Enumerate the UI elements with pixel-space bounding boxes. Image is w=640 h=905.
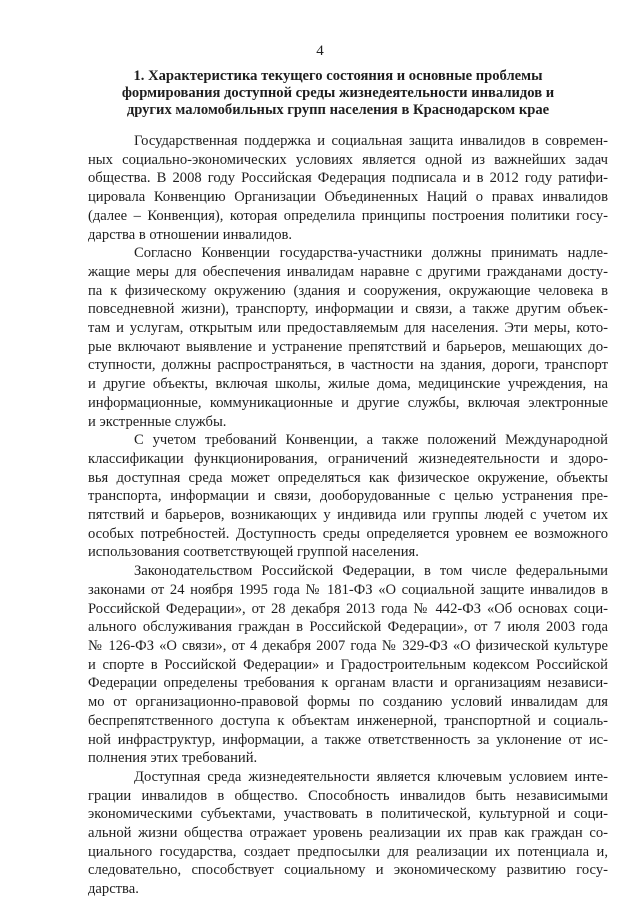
text-line: и другие объекты, включая школы, жилые дома, медицинские учреждения, на: [88, 376, 608, 393]
text-line: использования соответствующей группой населения.: [88, 544, 419, 561]
text-line: грации инвалидов в общество. Способность инвалидов быть независимыми: [88, 787, 608, 804]
text-line: и спорте в Российской Федерации» и Градостроительным кодексом Российской: [88, 656, 608, 673]
text-line: (далее – Конвенция), которая определила принципы построения политики госу-: [88, 207, 608, 224]
text-line: экономическими субъектами, участвовать в политической, культурной и соци-: [88, 806, 608, 823]
text-line: беспрепятственного доступа к объектам инженерной, транспортной и социаль-: [88, 712, 608, 729]
text-line: цировала Конвенцию Организации Объединенных Наций о правах инвалидов: [88, 189, 608, 206]
text-line: общества. В 2008 году Российская Федерация подписала и в 2012 году ратифи-: [88, 170, 608, 187]
text-line: и экстренные службы.: [88, 413, 227, 430]
text-line: транспорта, информации и связи, дооборудованные с целью устранения пре-: [88, 488, 608, 505]
text-line: следовательно, способствует социальному и экономическому развитию госу-: [88, 862, 608, 879]
paragraph-convention-measures: [88, 244, 608, 431]
paragraph-legislation: [88, 562, 608, 768]
text-line: пятствий и барьеров, возникающих у индивида или группы людей с учетом их: [88, 507, 608, 524]
heading-line: других маломобильных групп населения в Краснодарском крае: [126, 102, 550, 118]
text-line: дарства в отношении инвалидов.: [88, 226, 293, 243]
text-line: классификации функционирования, ограничений жизнедеятельности и здоро-: [88, 450, 608, 467]
text-line: законами от 24 ноября 1995 года № 181-ФЗ «О социальной защите инвалидов в: [88, 581, 608, 598]
text-line: ных социально-экономических условиях является одной из важнейших задач: [88, 151, 608, 168]
body-text: [88, 132, 608, 899]
paragraph-accessible-environment: [88, 431, 608, 562]
text-line: С учетом требований Конвенции, а также положений Международной: [134, 432, 608, 449]
text-line: № 126-ФЗ «О связи», от 4 декабря 2007 года № 329-ФЗ «О физической культуре: [88, 637, 608, 654]
text-line: особых потребностей. Доступность среды определяется уровнем ее возможного: [88, 525, 608, 542]
text-line: ступности, должны распространяться, в частности на здания, дороги, транспорт: [88, 357, 608, 374]
section-heading: [110, 68, 566, 119]
paragraph-integration: [88, 768, 608, 899]
text-line: дарства.: [88, 881, 139, 898]
heading-line: формирования доступной среды жизнедеятельности инвалидов и: [121, 85, 555, 101]
text-line: полнения этих требований.: [88, 750, 258, 767]
text-line: Доступная среда жизнедеятельности является ключевым условием инте-: [134, 768, 608, 785]
text-line: жащие меры для обеспечения инвалидам наравне с другими гражданами досту-: [88, 263, 608, 280]
text-line: мо от организационно-правовой формы по созданию условий инвалидам для: [88, 694, 608, 711]
text-line: там и услугам, открытым или предоставляемым для населения. Эти меры, кото-: [88, 320, 608, 337]
text-line: рые включают выявление и устранение препятствий и барьеров, мешающих до-: [88, 338, 608, 355]
text-line: повседневной жизни), транспорту, информации и связи, а также другим объек-: [88, 301, 608, 318]
heading-line: 1. Характеристика текущего состояния и основные проблемы: [133, 68, 543, 84]
text-line: ального обслуживания граждан в Российской Федерации», от 7 июля 2003 года: [88, 619, 608, 636]
text-line: Федерации определены требования к органам власти и организациям независи-: [88, 675, 608, 692]
text-line: Российской Федерации», от 28 декабря 2013 года № 442-ФЗ «Об основах соци-: [88, 600, 608, 617]
text-line: вья доступная среда может определяться как физическое окружение, объекты: [88, 469, 608, 486]
text-line: ной инфраструктур, информации, а также ответственность за уклонение от ис-: [88, 731, 608, 748]
text-line: альной жизни общества отражает уровень реализации их прав как граждан со-: [88, 825, 608, 842]
paragraph-state-support: [88, 132, 608, 244]
text-line: Законодательством Российской Федерации, в том числе федеральными: [134, 563, 608, 580]
text-line: па к физическому окружению (здания и сооружения, окружающие человека в: [88, 282, 608, 299]
text-line: информационные, коммуникационные и другие службы, включая электронные: [88, 394, 608, 411]
page-number: 4: [316, 43, 324, 59]
text-line: циального государства, создает предпосылки для реализации их потенциала и,: [88, 843, 608, 860]
text-line: Государственная поддержка и социальная защита инвалидов в современ-: [134, 133, 608, 149]
text-line: Согласно Конвенции государства-участники должны принимать надле-: [134, 245, 608, 262]
